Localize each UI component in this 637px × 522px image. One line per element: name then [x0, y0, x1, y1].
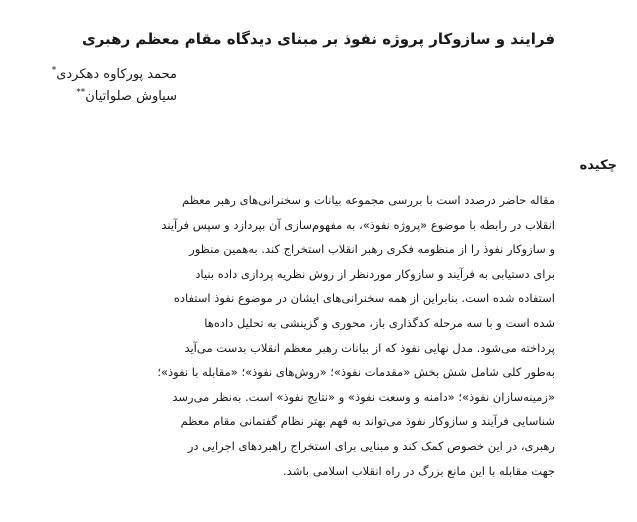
abstract-line: و سازوکار نفوذ را از منظومه فکری رهبر انقلاب استخراج کند. به‌همین منظور [189, 242, 555, 257]
paper-title: فرایند و سازوکار پروژه نفوذ بر مبنای دیدگاه مقام معظم رهبری [81, 30, 556, 48]
author-2-mark: ** [76, 87, 86, 98]
author-2-name: سیاوش صلواتیان [85, 89, 177, 104]
abstract-line: رهبری، در این خصوص کمک کند و مبنایی برای استخراج راهبردهای اجرایی در [187, 438, 555, 453]
abstract-line: شناسایی فرآیند و سازوکار نفوذ می‌تواند به فهم بهتر نظام گفتمانی مقام معظم [180, 414, 555, 429]
abstract-line: برای دستیابی به فرآیند و سازوکار موردنظر از روش نظریه پردازی داده بنیاد [195, 266, 555, 281]
abstract-body [89, 188, 555, 483]
abstract-line: به‌طور کلی شامل شش بخش «مقدمات نفوذ»؛ «روش‌های نفوذ»؛ «مقابله با نفوذ»؛ [157, 365, 555, 380]
abstract-line: جهت مقابله با این مانع بزرگ در راه انقلاب اسلامی باشد. [283, 463, 555, 478]
author-list [52, 64, 177, 108]
author-1 [52, 64, 177, 86]
abstract-line: استفاده شده است. بنابراین از همه سخنرانی‌های ایشان در موضوع نفوذ استفاده [173, 291, 555, 306]
abstract-line: انقلاب در رابطه با موضوع «پروژه نفوذ»، به مفهوم‌سازی آن بپردازد و سپس فرآیند [161, 217, 555, 232]
author-1-name: محمد پورکاوه دهکردی [56, 67, 177, 82]
abstract-line: مقاله حاضر درصدد است با بررسی مجموعه بیانات و سخنرانی‌های رهبر معظم [182, 193, 555, 207]
abstract-line: «زمینه‌سازان نفوذ»؛ «دامنه و وسعت نفوذ» و «نتایج نفوذ» است. به‌نظر می‌رسد [172, 389, 555, 404]
abstract-line: پرداخته می‌شود. مدل نهایی نفوذ که از بیانات رهبر معظم انقلاب بدست می‌آید [184, 340, 555, 355]
author-1-mark: * [51, 65, 57, 76]
abstract-heading: چکیده [579, 158, 617, 173]
author-2 [52, 86, 177, 108]
abstract-line: شده است و با سه مرحله کدگذاری باز، محوری و گزینشی به تحلیل داده‌ها [204, 315, 555, 330]
